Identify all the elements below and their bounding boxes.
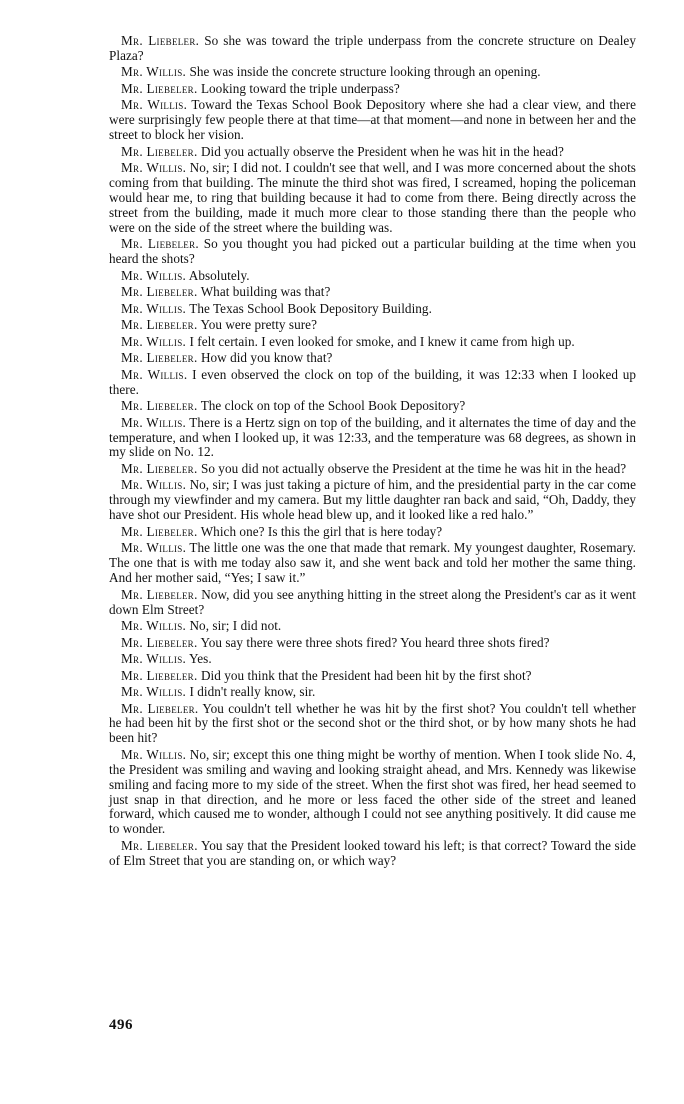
transcript-paragraph (109, 541, 636, 586)
transcript-body (109, 34, 636, 870)
speaker-name: Mr. Willis. (121, 160, 187, 176)
speaker-name: Mr. Willis. (121, 300, 187, 316)
transcript-paragraph (109, 399, 636, 414)
speech-text: No, sir; I did not. I couldn't see that well, and I was more concerned about the shots coming from that building. The minute the third shot was fired, I screamed, hoping the policeman would hear me, to ring that building because it had to come from there. Being directly across the street from the building, made it much more clear to those standing there than the people who were on the side of the street where the building was. (109, 160, 636, 235)
transcript-paragraph (109, 302, 636, 317)
speaker-name: Mr. Willis. (121, 97, 188, 113)
speaker-name: Mr. Willis. (121, 540, 187, 556)
speaker-name: Mr. Liebeler. (121, 33, 200, 48)
speaker-name: Mr. Willis. (121, 64, 187, 80)
speaker-name: Mr. Liebeler. (121, 586, 198, 602)
speech-text: Yes. (188, 651, 212, 666)
speaker-name: Mr. Willis. (121, 477, 187, 493)
speech-text: What building was that? (200, 284, 331, 300)
speech-text: So she was toward the triple underpass from the concrete structure on Dealey Plaza? (109, 33, 636, 63)
speaker-name: Mr. Willis. (121, 267, 187, 283)
speaker-name: Mr. Liebeler. (121, 350, 198, 366)
transcript-paragraph (109, 478, 636, 523)
transcript-paragraph (109, 669, 636, 684)
speech-text: So you thought you had picked out a particular building at the time when you heard the shots? (109, 236, 636, 267)
transcript-paragraph (109, 416, 636, 461)
speech-text: The little one was the one that made that remark. My youngest daughter, Rosemary. The one that is with me today also saw it, and she went back and told her mother the same thing. And her mother said, “Yes; I saw it.” (109, 540, 636, 586)
speaker-name: Mr. Liebeler. (121, 143, 198, 159)
transcript-paragraph (109, 145, 636, 160)
speaker-name: Mr. Liebeler. (121, 398, 198, 414)
speech-text: You were pretty sure? (200, 317, 317, 333)
speech-text: Looking toward the triple underpass? (200, 80, 400, 96)
transcript-paragraph (109, 98, 636, 143)
speech-text: No, sir; I was just taking a picture of him, and the presidential party in the car come through my viewfinder and my camera. But my little daughter ran back and said, “Oh, Daddy, they have shot our President. His whole head blew up, and it looked like a red halo.” (109, 477, 636, 523)
speech-text: Toward the Texas School Book Depository where she had a clear view, and there were surprisingly few people there at that time—at that moment—and none in between her and the street to block her vision. (109, 97, 636, 143)
speaker-name: Mr. Liebeler. (121, 523, 198, 539)
speaker-name: Mr. Liebeler. (121, 317, 198, 333)
transcript-paragraph (109, 636, 636, 651)
transcript-paragraph (109, 685, 636, 700)
transcript-paragraph (109, 702, 636, 747)
speaker-name: Mr. Liebeler. (121, 80, 198, 96)
transcript-paragraph (109, 318, 636, 333)
speaker-name: Mr. Willis. (121, 684, 187, 699)
speech-text: Did you actually observe the President when he was hit in the head? (200, 143, 564, 159)
speaker-name: Mr. Liebeler. (121, 284, 198, 300)
speaker-name: Mr. Liebeler. (121, 837, 198, 853)
transcript-paragraph (109, 335, 636, 350)
speech-text: You say that the President looked toward his left; is that correct? Toward the side of Elm Street that you are standing on, or which way? (109, 837, 637, 868)
speaker-name: Mr. Liebeler. (121, 634, 198, 650)
speech-text: No, sir; except this one thing might be worthy of mention. When I took slide No. 4, the President was smiling and waving and looking straight ahead, and Mrs. Kennedy was likewise smiling and facing more to my side of the street. When the first shot was fired, her head seemed to just snap in that direction, and he more or less faced the other side of the street and leaned forward, which caused me to wonder, although I could not see anything positively. It did cause me to wonder. (109, 746, 636, 837)
speech-text: Which one? Is this the girl that is here today? (200, 523, 443, 539)
speaker-name: Mr. Willis. (121, 651, 187, 666)
speech-text: I didn't really know, sir. (189, 684, 316, 699)
speaker-name: Mr. Willis. (121, 366, 188, 382)
transcript-paragraph (109, 525, 636, 540)
speaker-name: Mr. Liebeler. (121, 700, 199, 716)
speech-text: So you did not actually observe the President at the time he was hit in the head? (200, 460, 627, 476)
speech-text: Did you think that the President had been hit by the first shot? (200, 667, 532, 683)
speaker-name: Mr. Willis. (121, 414, 187, 430)
transcript-paragraph (109, 285, 636, 300)
speech-text: The clock on top of the School Book Depository? (200, 398, 466, 414)
page-number: 496 (109, 1017, 133, 1033)
speech-text: I even observed the clock on top of the building, it was 12:33 when I looked up there. (109, 366, 636, 397)
transcript-paragraph (109, 237, 636, 267)
speech-text: Now, did you see anything hitting in the street along the President's car as it went down Elm Street? (109, 586, 636, 617)
transcript-paragraph (109, 462, 636, 477)
transcript-paragraph (109, 65, 636, 80)
transcript-paragraph (109, 82, 636, 97)
transcript-paragraph (109, 652, 636, 667)
transcript-paragraph (109, 351, 636, 366)
speech-text: How did you know that? (200, 350, 333, 366)
speech-text: I felt certain. I even looked for smoke, and I knew it came from high up. (189, 333, 575, 349)
speech-text: No, sir; I did not. (189, 618, 282, 633)
speaker-name: Mr. Liebeler. (121, 236, 199, 252)
transcript-paragraph (109, 839, 636, 869)
speech-text: Absolutely. (188, 267, 250, 283)
speaker-name: Mr. Liebeler. (121, 667, 198, 683)
speaker-name: Mr. Willis. (121, 618, 187, 633)
speaker-name: Mr. Willis. (121, 333, 187, 349)
speech-text: You say there were three shots fired? You heard three shots fired? (200, 634, 550, 650)
transcript-paragraph (109, 588, 636, 618)
transcript-paragraph (109, 619, 636, 634)
transcript-paragraph (109, 368, 636, 398)
transcript-paragraph (109, 161, 636, 236)
speech-text: The Texas School Book Depository Building. (189, 300, 432, 316)
speech-text: She was inside the concrete structure looking through an opening. (189, 64, 541, 80)
speaker-name: Mr. Willis. (121, 746, 187, 762)
transcript-paragraph (109, 34, 636, 64)
speaker-name: Mr. Liebeler. (121, 460, 198, 476)
transcript-paragraph (109, 269, 636, 284)
speech-text: There is a Hertz sign on top of the building, and it alternates the time of day and the temperature, and when I looked up, it was 12:33, and the temperature was 68 degrees, as shown in my slide on No. 12. (109, 414, 637, 460)
transcript-paragraph (109, 748, 636, 837)
speech-text: You couldn't tell whether he was hit by the first shot? You couldn't tell whether he had been hit by the first shot or the second shot or the third shot, or by how many shots he had been hit? (109, 700, 636, 746)
